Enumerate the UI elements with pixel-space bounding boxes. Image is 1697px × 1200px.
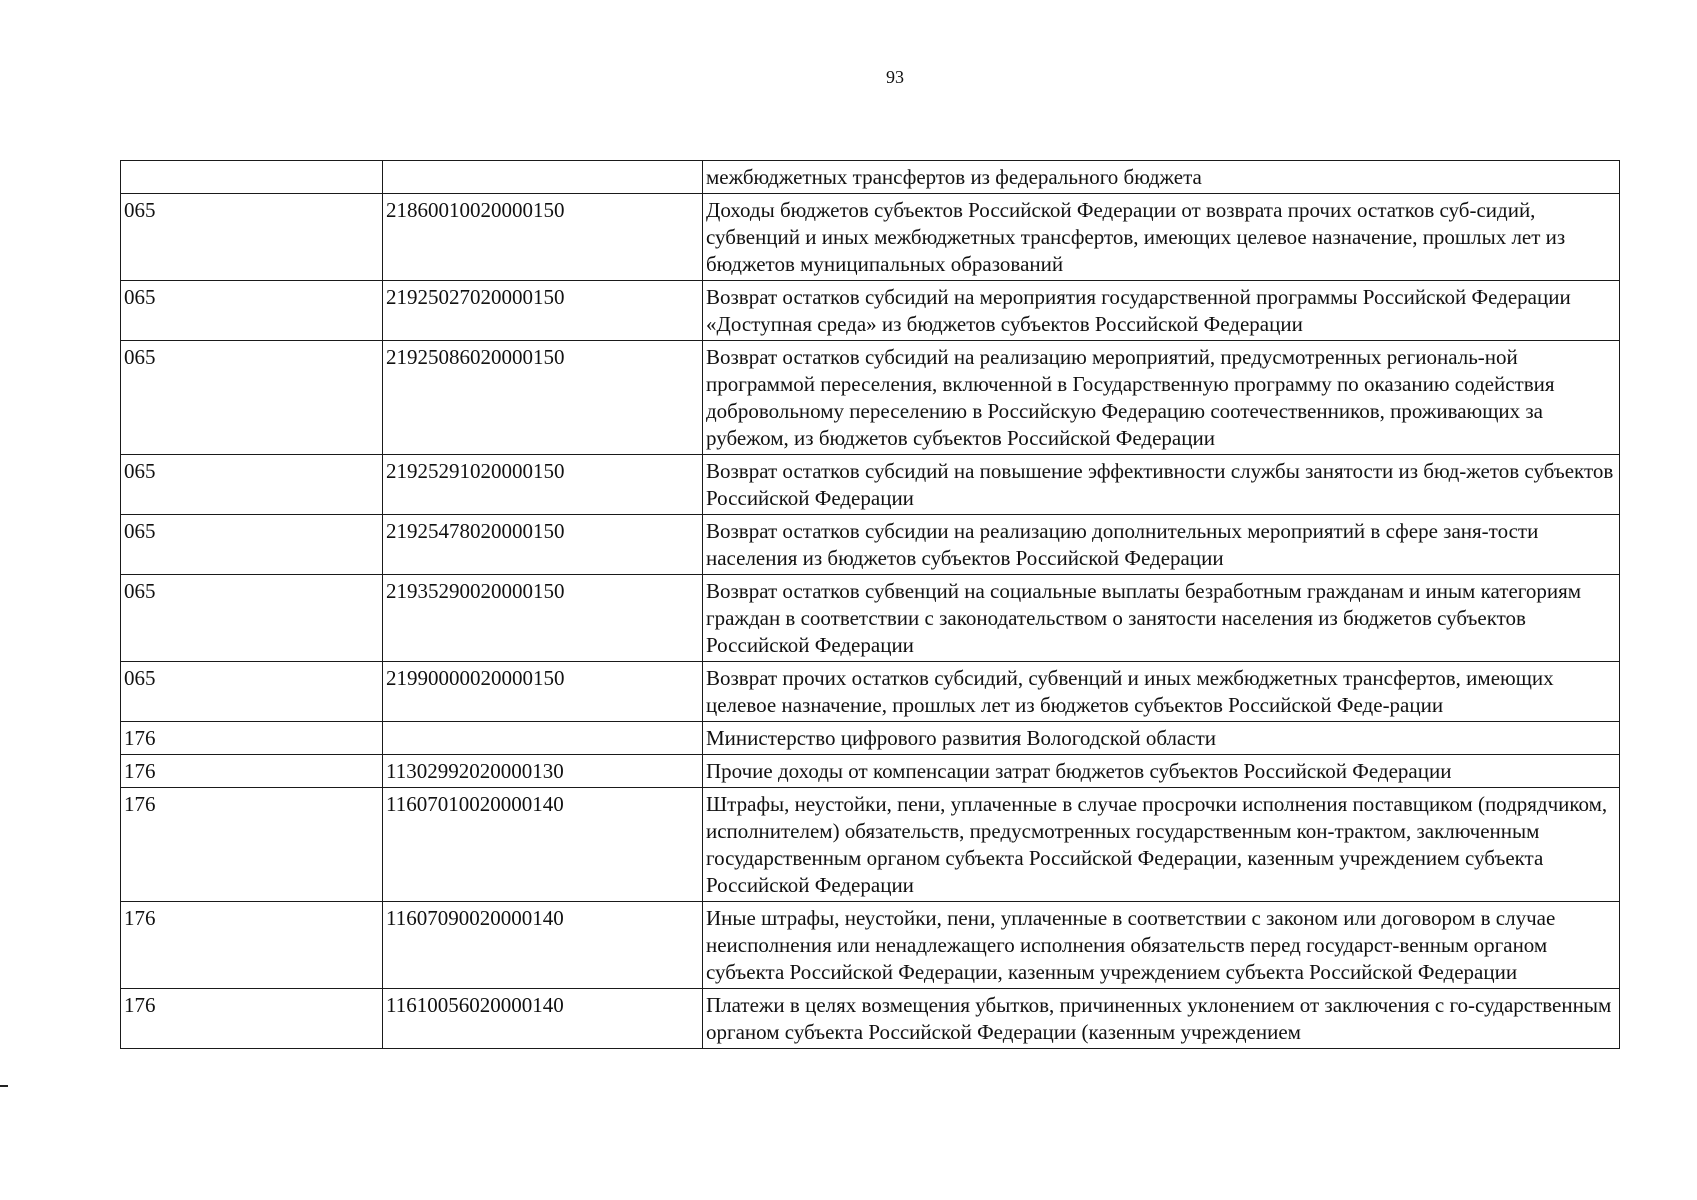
budget-code-cell [383,161,703,194]
admin-code-cell: 176 [121,755,383,788]
admin-code-cell: 065 [121,194,383,281]
page-number: 93 [886,67,904,87]
admin-code-cell: 065 [121,662,383,722]
budget-code-cell: 21925291020000150 [383,455,703,515]
description-cell: межбюджетных трансфертов из федерального бюджета [703,161,1620,194]
budget-code-cell: 21990000020000150 [383,662,703,722]
budget-code-cell: 21925478020000150 [383,515,703,575]
table-row [121,788,1620,902]
description-cell: Платежи в целях возмещения убытков, причиненных уклонением от заключения с го-сударственным органом субъекта Российской Федерации (казенным учреждением [703,989,1620,1049]
budget-code-cell: 21860010020000150 [383,194,703,281]
description-cell: Доходы бюджетов субъектов Российской Федерации от возврата прочих остатков суб-сидий, субвенций и иных межбюджетных трансфертов, имеющих целевое назначение, прошлых лет из бюджетов муниципальных образований [703,194,1620,281]
table-row [121,575,1620,662]
budget-code-cell: 11610056020000140 [383,989,703,1049]
budget-code-cell [383,722,703,755]
description-cell: Прочие доходы от компенсации затрат бюджетов субъектов Российской Федерации [703,755,1620,788]
admin-code-cell: 176 [121,788,383,902]
table-row [121,902,1620,989]
description-cell: Возврат остатков субсидии на реализацию дополнительных мероприятий в сфере заня-тости населения из бюджетов субъектов Российской Федерации [703,515,1620,575]
table-row [121,989,1620,1049]
table-row [121,194,1620,281]
table-row [121,515,1620,575]
description-cell: Иные штрафы, неустойки, пени, уплаченные в соответствии с законом или договором в случае неисполнения или ненадлежащего исполнения обязательств перед государст-венным органом субъекта Российской Федерации, казенным учреждением субъекта Российской Федерации [703,902,1620,989]
admin-code-cell: 065 [121,515,383,575]
description-cell: Возврат остатков субсидий на мероприятия государственной программы Российской Федерации «Доступная среда» из бюджетов субъектов Российской Федерации [703,281,1620,341]
table-row [121,281,1620,341]
admin-code-cell: 176 [121,902,383,989]
budget-code-cell: 21925027020000150 [383,281,703,341]
admin-code-cell: 065 [121,341,383,455]
admin-code-cell [121,161,383,194]
table-row [121,722,1620,755]
admin-code-cell: 065 [121,575,383,662]
admin-code-cell: 065 [121,455,383,515]
description-cell: Возврат прочих остатков субсидий, субвенций и иных межбюджетных трансфертов, имеющих целевое назначение, прошлых лет из бюджетов субъектов Российской Феде-рации [703,662,1620,722]
revenue-codes-table [120,160,1620,1049]
description-cell: Штрафы, неустойки, пени, уплаченные в случае просрочки исполнения поставщиком (подрядчиком, исполнителем) обязательств, предусмотренных государственным кон-трактом, заключенным государственным органом субъекта Российской Федерации, казенным учреждением субъекта Российской Федерации [703,788,1620,902]
admin-code-cell: 065 [121,281,383,341]
table-row [121,662,1620,722]
table-row [121,341,1620,455]
budget-code-cell: 21925086020000150 [383,341,703,455]
table-row [121,455,1620,515]
description-cell: Возврат остатков субсидий на повышение эффективности службы занятости из бюд-жетов субъектов Российской Федерации [703,455,1620,515]
budget-code-cell: 11607090020000140 [383,902,703,989]
table-row [121,161,1620,194]
table-row [121,755,1620,788]
admin-code-cell: 176 [121,722,383,755]
admin-code-cell: 176 [121,989,383,1049]
description-cell: Возврат остатков субвенций на социальные выплаты безработным гражданам и иным категориям граждан в соответствии с законодательством о занятости населения из бюджетов субъектов Российской Федерации [703,575,1620,662]
description-cell: Возврат остатков субсидий на реализацию мероприятий, предусмотренных региональ-ной программой переселения, включенной в Государственную программу по оказанию содействия добровольному переселению в Российскую Федерацию соотечественников, проживающих за рубежом, из бюджетов субъектов Российской Федерации [703,341,1620,455]
budget-code-cell: 11607010020000140 [383,788,703,902]
margin-mark [0,1085,8,1087]
description-cell: Министерство цифрового развития Вологодской области [703,722,1620,755]
budget-code-cell: 11302992020000130 [383,755,703,788]
budget-code-cell: 21935290020000150 [383,575,703,662]
